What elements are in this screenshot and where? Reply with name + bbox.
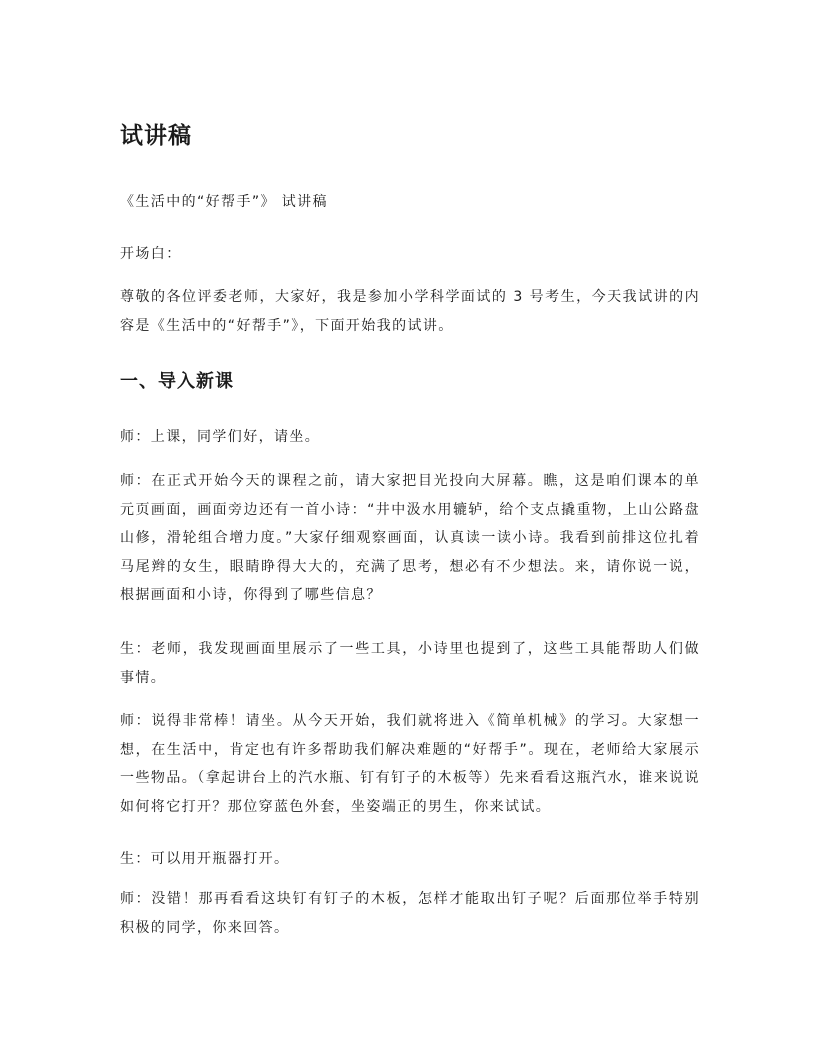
- dialogue-paragraph-3: 生：老师，我发现画面里展示了一些工具，小诗里也提到了，这些工具能帮助人们做事情。: [120, 641, 700, 686]
- document-title: 试讲稿: [120, 123, 192, 149]
- section-heading-import: 一、导入新课: [120, 371, 234, 392]
- dialogue-paragraph-1: 师：上课，同学们好，请坐。: [120, 429, 321, 445]
- opening-paragraph: 尊敬的各位评委老师，大家好，我是参加小学科学面试的 3 号考生，今天我试讲的内容是《生活中的“好帮手”》，下面开始我的试讲。: [120, 289, 700, 334]
- dialogue-paragraph-6: 师：没错！那再看看这块钉有钉子的木板，怎样才能取出钉子呢？后面那位举手特别积极的同学，你来回答。: [120, 891, 700, 936]
- dialogue-paragraph-2: 师：在正式开始今天的课程之前，请大家把目光投向大屏幕。瞧，这是咱们课本的单元页画面，画面旁边还有一首小诗：“井中汲水用辘轳，给个支点撬重物，上山公路盘山修，滑轮组合增力度。”大家仔细观察画面，认真读一读小诗。我看到前排这位扎着马尾辫的女生，眼睛睁得大大的，充满了思考，想必有不少想法。来，请你说一说，根据画面和小诗，你得到了哪些信息？: [120, 473, 700, 603]
- dialogue-paragraph-5: 生：可以用开瓶器打开。: [120, 851, 290, 867]
- dialogue-paragraph-4: 师：说得非常棒！请坐。从今天开始，我们就将进入《简单机械》的学习。大家想一想，在生活中，肯定也有许多帮助我们解决难题的“好帮手”。现在，老师给大家展示一些物品。（拿起讲台上的汽水瓶、钉有钉子的木板等）先来看看这瓶汽水，谁来说说如何将它打开？那位穿蓝色外套，坐姿端正的男生，你来试试。: [120, 713, 700, 815]
- document-subtitle: 《生活中的“好帮手”》 试讲稿: [120, 194, 328, 210]
- opening-label: 开场白：: [120, 246, 182, 262]
